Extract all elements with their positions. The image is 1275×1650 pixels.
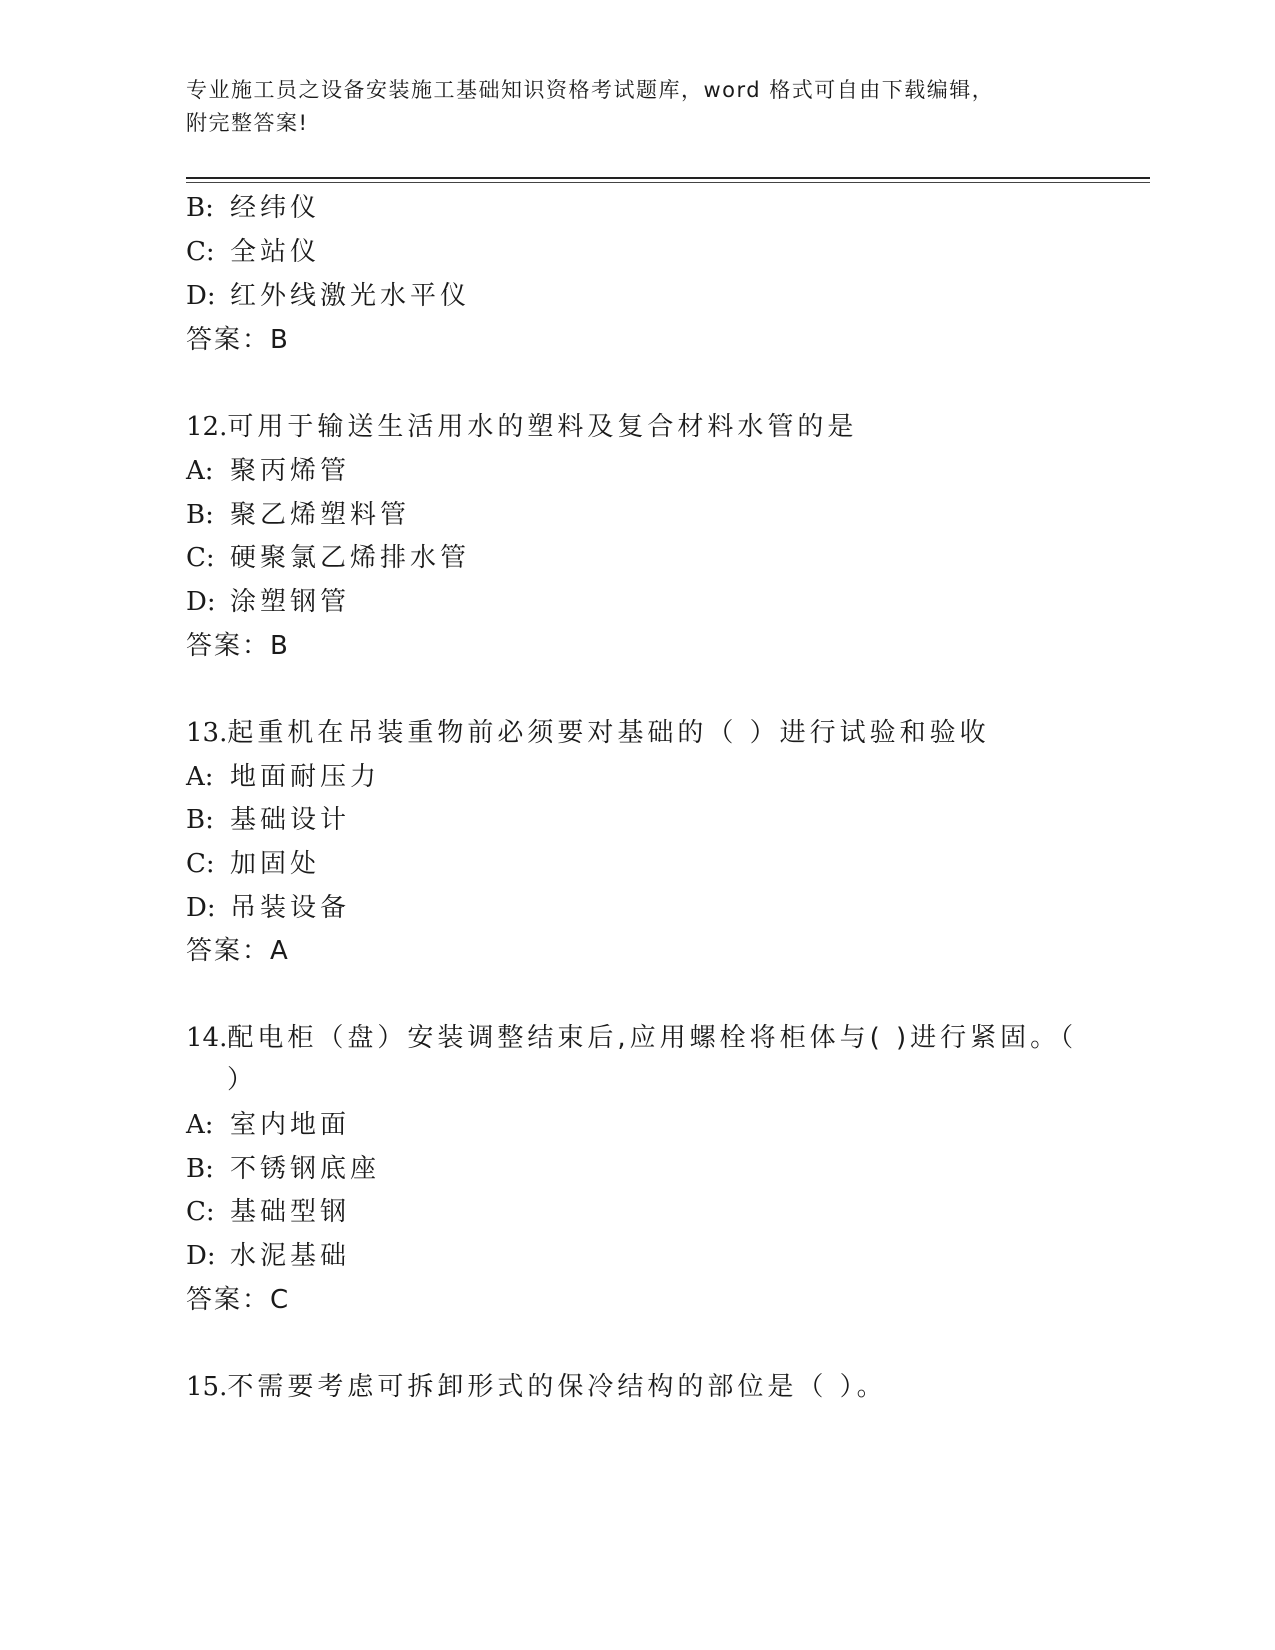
option-label: D: bbox=[186, 281, 216, 311]
q13-answer bbox=[186, 933, 290, 969]
header-line-2: 附完整答案! bbox=[186, 111, 309, 135]
q14-answer bbox=[186, 1282, 290, 1318]
q15-stem bbox=[186, 1369, 887, 1405]
option-text: 涂塑钢管 bbox=[230, 587, 351, 617]
q14-option-d bbox=[186, 1238, 350, 1274]
q14-option-a bbox=[186, 1107, 350, 1143]
answer-label: 答案： bbox=[186, 631, 271, 661]
option-text: 吊装设备 bbox=[230, 893, 351, 923]
option-text: 经纬仪 bbox=[230, 193, 321, 223]
q11-answer bbox=[186, 322, 290, 358]
question-number: 14. bbox=[186, 1023, 228, 1053]
option-text: 水泥基础 bbox=[230, 1241, 351, 1271]
option-text: 不锈钢底座 bbox=[230, 1154, 381, 1184]
option-label: D: bbox=[186, 587, 216, 617]
option-label: C: bbox=[186, 1197, 215, 1227]
option-label: D: bbox=[186, 893, 216, 923]
option-text: 硬聚氯乙烯排水管 bbox=[230, 543, 471, 573]
option-text: 室内地面 bbox=[230, 1110, 351, 1140]
q12-answer bbox=[186, 628, 290, 664]
question-text: 配电柜（盘）安装调整结束后,应用螺栓将柜体与( )进行紧固。（ bbox=[227, 1023, 1078, 1053]
q11-option-c bbox=[186, 234, 320, 270]
option-label: A: bbox=[186, 1110, 214, 1140]
answer-label: 答案： bbox=[186, 325, 271, 355]
q12-option-c bbox=[186, 540, 470, 576]
option-text: 聚丙烯管 bbox=[230, 456, 351, 486]
q13-option-b bbox=[186, 802, 350, 838]
q12-option-d bbox=[186, 584, 350, 620]
option-label: C: bbox=[186, 543, 215, 573]
option-text: 基础设计 bbox=[230, 805, 351, 835]
header-rule-thin bbox=[186, 182, 1150, 183]
question-number: 12. bbox=[186, 412, 228, 442]
q13-stem bbox=[186, 715, 990, 751]
q12-stem bbox=[186, 409, 857, 445]
question-text: 不需要考虑可拆卸形式的保冷结构的部位是（ ）。 bbox=[227, 1372, 887, 1402]
question-number: 15. bbox=[186, 1372, 228, 1402]
q13-option-c bbox=[186, 846, 320, 882]
q13-option-d bbox=[186, 890, 350, 926]
question-text: 可用于输送生活用水的塑料及复合材料水管的是 bbox=[227, 412, 858, 442]
answer-value: C bbox=[270, 1285, 291, 1315]
option-label: D: bbox=[186, 1241, 216, 1271]
question-number: 13. bbox=[186, 718, 228, 748]
answer-value: A bbox=[270, 936, 290, 966]
question-text-continued: ） bbox=[227, 1065, 258, 1095]
q12-option-a bbox=[186, 453, 350, 489]
option-label: A: bbox=[186, 456, 214, 486]
document-header bbox=[186, 74, 1086, 140]
question-text: 起重机在吊装重物前必须要对基础的（ ）进行试验和验收 bbox=[227, 718, 990, 748]
answer-label: 答案： bbox=[186, 936, 271, 966]
q14-option-b bbox=[186, 1151, 380, 1187]
option-label: C: bbox=[186, 849, 215, 879]
q14-option-c bbox=[186, 1194, 350, 1230]
option-text: 聚乙烯塑料管 bbox=[230, 500, 411, 530]
option-text: 基础型钢 bbox=[230, 1197, 351, 1227]
option-text: 红外线激光水平仪 bbox=[230, 281, 471, 311]
option-text: 加固处 bbox=[230, 849, 321, 879]
q14-stem bbox=[186, 1020, 1077, 1056]
option-label: B: bbox=[186, 1154, 214, 1184]
answer-value: B bbox=[270, 631, 290, 661]
header-rule bbox=[186, 177, 1150, 179]
q13-option-a bbox=[186, 759, 380, 795]
header-line-1: 专业施工员之设备安装施工基础知识资格考试题库，word 格式可自由下载编辑， bbox=[186, 78, 995, 102]
option-label: A: bbox=[186, 762, 214, 792]
answer-value: B bbox=[270, 325, 290, 355]
option-label: B: bbox=[186, 500, 214, 530]
option-label: B: bbox=[186, 193, 214, 223]
answer-label: 答案： bbox=[186, 1285, 271, 1315]
q14-stem-continued bbox=[227, 1062, 257, 1098]
q11-option-d bbox=[186, 278, 470, 314]
q12-option-b bbox=[186, 497, 410, 533]
q11-option-b bbox=[186, 190, 320, 226]
option-text: 全站仪 bbox=[230, 237, 321, 267]
option-label: C: bbox=[186, 237, 215, 267]
option-text: 地面耐压力 bbox=[230, 762, 381, 792]
option-label: B: bbox=[186, 805, 214, 835]
